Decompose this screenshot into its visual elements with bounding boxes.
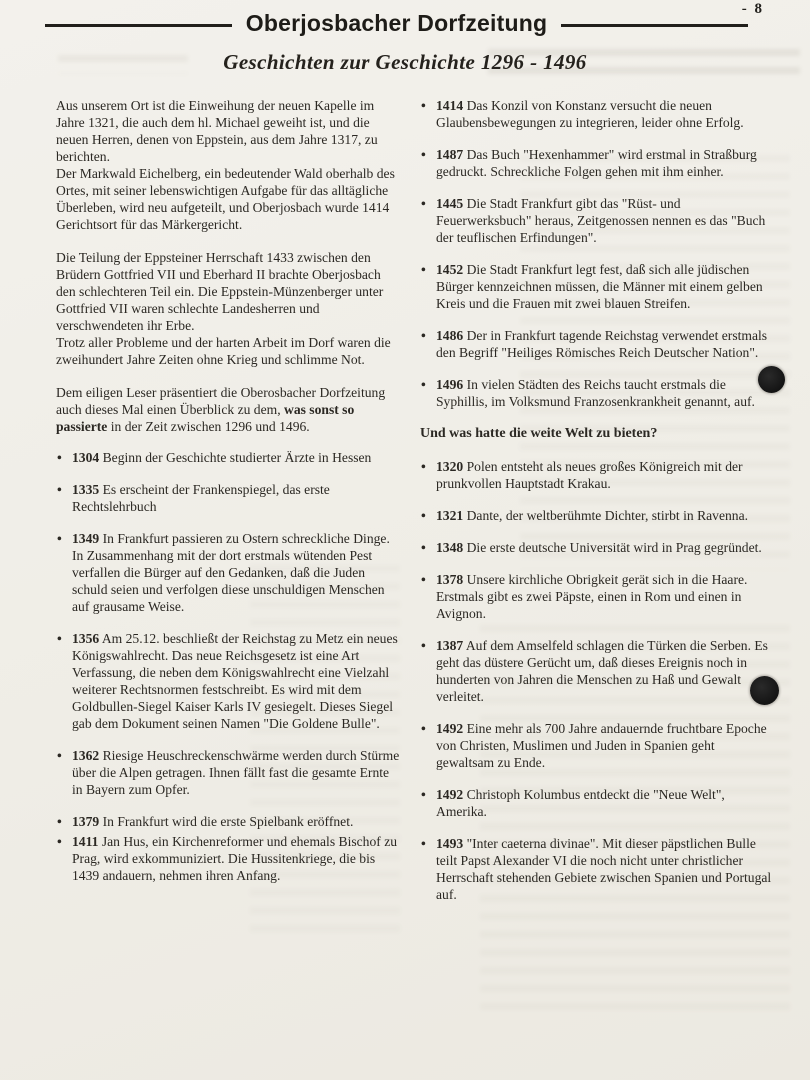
- entry-year: 1492: [436, 787, 464, 802]
- entry-text: Auf dem Amselfeld schlagen die Türken die Serben. Es geht das düstere Gerücht um, daß dieses Ereignis noch in hunderten von Jahren die Menschen zu Haß und Gewalt verleitet.: [436, 638, 768, 704]
- entry-text: Das Konzil von Konstanz versucht die neuen Glaubensbewegungen zu integrieren, leider ohne Erfolg.: [436, 98, 744, 130]
- masthead-rule-right: [561, 24, 748, 27]
- entry-text: Polen entsteht als neues großes Königreich mit der prunkvollen Hauptstadt Krakau.: [436, 459, 743, 491]
- entry-text: Es erscheint der Frankenspiegel, das erste Rechtslehrbuch: [72, 482, 330, 514]
- timeline-entry-1321: [420, 507, 776, 524]
- intro-paragraph: [56, 384, 400, 435]
- timeline-entry-1335: [56, 481, 400, 515]
- punch-hole: [758, 366, 785, 393]
- timeline-entry-1487: [420, 146, 776, 180]
- entry-year: 1414: [436, 98, 464, 113]
- timeline-entry-1379: [56, 813, 400, 830]
- entry-text: Der in Frankfurt tagende Reichstag verwendet erstmals den Begriff "Heiliges Römisches Reich Deutscher Nation".: [436, 328, 768, 360]
- section-heading: Und was hatte die weite Welt zu bieten?: [420, 426, 658, 441]
- entry-text: In vielen Städten des Reichs taucht erstmals die Syphillis, im Volksmund Franzosenkrankheit genannt, auf.: [436, 377, 755, 409]
- entry-year: 1362: [72, 748, 100, 763]
- entry-year: 1378: [436, 572, 464, 587]
- page-number: - 8: [741, 1, 764, 17]
- entry-year: 1356: [72, 631, 100, 646]
- entry-year: 1493: [436, 836, 464, 851]
- entry-year: 1452: [436, 262, 464, 277]
- entry-year: 1486: [436, 328, 464, 343]
- timeline-entry-1320: [420, 458, 776, 492]
- entry-year: 1492: [436, 721, 464, 736]
- timeline-entry-1362: [56, 747, 400, 798]
- timeline-entry-1445: [420, 195, 776, 246]
- paragraph: Trotz aller Probleme und der harten Arbeit im Dorf waren die zweihundert Jahre Zeiten ohne Krieg und schlimme Not.: [56, 335, 391, 367]
- entry-year: 1321: [436, 508, 464, 523]
- timeline-entry-1378: [420, 571, 776, 622]
- entry-text: Riesige Heuschreckenschwärme werden durch Stürme über die Alpen getragen. Ihnen fällt fast die gesamte Ernte in Bayern zum Opfer.: [72, 748, 400, 797]
- entry-year: 1379: [72, 814, 100, 829]
- entry-text: Die erste deutsche Universität wird in Prag gegründet.: [466, 540, 762, 555]
- entry-year: 1387: [436, 638, 464, 653]
- entry-year: 1487: [436, 147, 464, 162]
- entry-text: Am 25.12. beschließt der Reichstag zu Metz ein neues Königswahlrecht. Das neue Reichsgesetz ist eine Art Verfassung, die neben dem Königswahlrecht eine Vielzahl weiterer Rechtsnormen festschreibt. Es wird mit dem Goldbullen-Siegel Kaiser Karls IV gesiegelt. Dieses Siegel gab dem Dokument seinen Namen "Die Goldene Bulle".: [72, 631, 398, 731]
- entry-text: Die Stadt Frankfurt gibt das "Rüst- und Feuerwerksbuch" heraus, Zeitgenossen nennen es das "Buch der teuflischen Erfindungen".: [436, 196, 766, 245]
- timeline-entry-1414: [420, 97, 776, 131]
- entry-year: 1445: [436, 196, 464, 211]
- entry-year: 1411: [72, 834, 99, 849]
- left-column: [56, 97, 400, 884]
- timeline-entry-1349: [56, 530, 400, 615]
- masthead-row: [45, 12, 748, 39]
- timeline-entry-1356: [56, 630, 400, 732]
- entry-text: In Frankfurt wird die erste Spielbank eröffnet.: [102, 814, 354, 829]
- intro-text-post: in der Zeit zwischen 1296 und 1496.: [107, 419, 310, 434]
- entry-year: 1335: [72, 482, 100, 497]
- entry-text: Unsere kirchliche Obrigkeit gerät sich in die Haare. Erstmals gibt es zwei Päpste, einen in Rom und einen in Avignon.: [436, 572, 748, 621]
- entry-year: 1320: [436, 459, 464, 474]
- timeline-entry-1493: [420, 835, 776, 903]
- entry-text: In Frankfurt passieren zu Ostern schreckliche Dinge. In Zusammenhang mit der dort erstmals wütenden Pest verfallen die Bürger auf den Gedanken, daß die Juden schuld seien und verfolgen diese unschuldigen Menschen auf grausame Weise.: [72, 531, 390, 614]
- right-column: [420, 97, 776, 903]
- entry-year: 1348: [436, 540, 464, 555]
- article-title: Geschichten zur Geschichte 1296 - 1496: [223, 50, 587, 74]
- intro-text-bold: was sonst so passierte: [56, 402, 355, 434]
- entry-text: Die Stadt Frankfurt legt fest, daß sich alle jüdischen Bürger kennzeichnen müssen, die Männer mit einem gelben Kreis und die Frauen mit zwei blauen Streifen.: [436, 262, 763, 311]
- entry-text: Jan Hus, ein Kirchenreformer und ehemals Bischof zu Prag, wird exkommuniziert. Die Hussitenkriege, die bis 1439 andauern, nehmen ihren Anfang.: [72, 834, 398, 883]
- entry-text: Das Buch "Hexenhammer" wird erstmal in Straßburg gedruckt. Schreckliche Folgen gehen mit ihm einher.: [436, 147, 757, 179]
- entry-text: Beginn der Geschichte studierter Ärzte in Hessen: [102, 450, 372, 465]
- entry-text: Dante, der weltberühmte Dichter, stirbt in Ravenna.: [466, 508, 749, 523]
- timeline-entry-1492-spanien: [420, 720, 776, 771]
- entry-text: Christoph Kolumbus entdeckt die "Neue Welt", Amerika.: [436, 787, 725, 819]
- entry-year: 1349: [72, 531, 100, 546]
- timeline-entry-1492-kolumbus: [420, 786, 776, 820]
- entry-year: 1304: [72, 450, 100, 465]
- masthead-title: Oberjosbacher Dorfzeitung: [245, 10, 548, 36]
- paragraph: Die Teilung der Eppsteiner Herrschaft 1433 zwischen den Brüdern Gottfried VII und Eberhard II brachte Oberjosbach den schlechteren Teil ein. Die Eppstein-Münzenberger unter Gottfried VII waren schlechte Landesherren und verschwendeten ihr Erbe.: [56, 250, 384, 333]
- entry-text: Eine mehr als 700 Jahre andauernde fruchtbare Epoche von Christen, Muslimen und Juden in Spanien geht gewaltsam zu Ende.: [436, 721, 767, 770]
- entry-year: 1496: [436, 377, 464, 392]
- paragraph: Der Markwald Eichelberg, ein bedeutender Wald oberhalb des Ortes, mit seiner lebenswichtigen Aufgabe für das alltägliche Überleben, wird neu aufgeteilt, und Oberjosbach wurde 1414 Gerichtsort für das Märkergericht.: [56, 166, 395, 232]
- timeline-entry-1348: [420, 539, 776, 556]
- punch-hole: [750, 676, 779, 705]
- timeline-entry-1411: [56, 833, 400, 884]
- timeline-entry-1486: [420, 327, 776, 361]
- paragraph: Aus unserem Ort ist die Einweihung der neuen Kapelle im Jahre 1321, die auch dem hl. Michael geweiht ist, und die neuen Herren, denen von Eppstein, aus dem Jahre 1317, zu berichten.: [56, 98, 378, 164]
- timeline-entry-1387: [420, 637, 776, 705]
- timeline-entry-1496: [420, 376, 776, 410]
- timeline-entry-1452: [420, 261, 776, 312]
- masthead-rule-left: [45, 24, 232, 27]
- timeline-entry-1304: [56, 449, 400, 466]
- entry-text: "Inter caeterna divinae". Mit dieser päpstlichen Bulle teilt Papst Alexander VI die noch nicht unter christlicher Herrschaft stehenden Gebiete zwischen Spanien und Portugal auf.: [436, 836, 772, 902]
- intro-text-pre: Dem eiligen Leser präsentiert die Oberosbacher Dorfzeitung auch dieses Mal einen Überblick zu dem,: [56, 385, 386, 417]
